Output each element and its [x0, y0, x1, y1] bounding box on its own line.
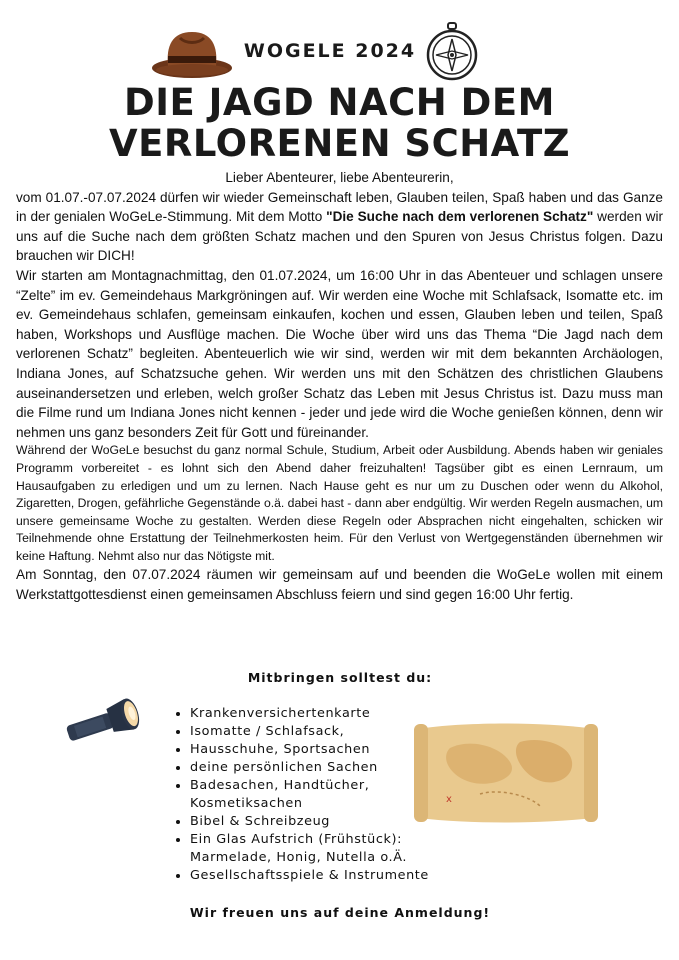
compass-icon — [424, 22, 480, 82]
treasure-map-icon — [410, 718, 602, 830]
title-line-2: VERLORENEN SCHATZ — [108, 122, 571, 165]
list-item: • Bibel & Schreibzeug — [190, 813, 470, 831]
greeting: Lieber Abenteurer, liebe Abenteurerin, — [225, 170, 454, 185]
packing-list-title: Mitbringen solltest du: — [247, 670, 433, 685]
fedora-hat-icon — [150, 26, 234, 80]
flashlight-icon — [60, 696, 150, 746]
body-text — [16, 168, 663, 605]
list-item: • Isomatte / Schlafsack, — [190, 723, 470, 741]
list-item: • Hausschuhe, Sportsachen — [190, 741, 470, 759]
paragraph-program: Wir starten am Montagnachmittag, den 01.07.2024, um 16:00 Uhr in das Abenteuer und schlagen unsere “Zelte” im ev. Gemeindehaus Markgröningen auf. Wir werden eine Woche mit Schlafsack, Isomatte etc. im ev. Gemeindehaus schlafen, gemeinsam einkaufen, kochen und essen, Glauben leben und teilen, Spaß haben, Workshops und Ausflüge machen. Die Woche über wird uns das Thema “Die Jagd nach dem verlorenen Schatz” begleiten. Abenteuerlich wie wir sind, werden wir mit dem bekannten Archäologen, Indiana Jones, auf Schatzsuche gehen. Wir werden uns mit den Schätzen des christlichen Glaubens auseinandersetzen und erleben, welch großer Schatz das Leben mit Jesus Christus ist. Dazu muss man die Filme rund um Indiana Jones nicht kennen - jeder und jede wird die Woche genießen können, denn wir nehmen uns ganz besonders Zeit für Gott und füreinander. — [16, 267, 663, 440]
event-subtitle: WOGELE 2024 — [243, 40, 417, 62]
title-line-1: DIE JAGD NACH DEM — [124, 81, 555, 124]
closing-text: Wir freuen uns auf deine Anmeldung! — [189, 905, 491, 920]
motto-text: "Die Suche nach dem verlorenen Schatz" — [326, 209, 594, 225]
list-item: • Gesellschaftsspiele & Instrumente — [190, 867, 470, 885]
list-item: • Krankenversichertenkarte — [190, 705, 470, 723]
list-item: • Ein Glas Aufstrich (Frühstück): Marmelade, Honig, Nutella o.Ä. — [190, 831, 470, 867]
paragraph-ending: Am Sonntag, den 07.07.2024 räumen wir gemeinsam auf und beenden die WoGeLe wollen mit einem Werkstattgottesdienst einen gemeinsamen Abschluss feiern und sind gegen 16:00 Uhr fertig. — [16, 567, 663, 603]
page-title — [60, 82, 619, 164]
intro-text-1: vom 01.07.-07.07.2024 dürfen wir wieder Gemeinschaft leben, Glauben teilen, Spaß haben und das Ganze in der genialen WoGeLe-Stimmung. Mit dem Motto — [16, 189, 663, 225]
paragraph-rules: Während der WoGeLe besuchst du ganz normal Schule, Studium, Arbeit oder Ausbildung. Abends haben wir geniales Programm vorbereitet - es lohnt sich den Abend daher freizuhalten! Tagsüber gibt es einen Lernraum, um Hausaufgaben zu erledigen und um zu lernen. Nach Hause geht es nur um zu Duschen oder wenn du Alkohol, Zigaretten, Drogen, gefährliche Gegenstände o.ä. dabei hast - dann aber endgültig. Wir werden Regeln ausmachen, um unsere gemeinsame Woche zu gestalten. Werden diese Regeln oder Absprachen nicht eingehalten, schicken wir Teilnehmende ohne Erstattung der Teilnehmerkosten heim. Für den Verlust von Wertgegenständen übernehmen wir keine Haftung. Nehmt also nur das Nötigste mit. — [16, 443, 664, 563]
paragraph-intro — [16, 188, 663, 266]
list-item: • deine persönlichen Sachen — [190, 759, 470, 777]
list-item: • Badesachen, Handtücher, Kosmetiksachen — [190, 777, 470, 813]
header — [0, 0, 679, 170]
svg-text:x: x — [446, 794, 452, 805]
intro-text-2: werden wir uns auf die Suche nach dem größten Schatz machen und den Spuren von Jesus Christus folgen. Dazu brauchen wir DICH! — [16, 209, 663, 264]
